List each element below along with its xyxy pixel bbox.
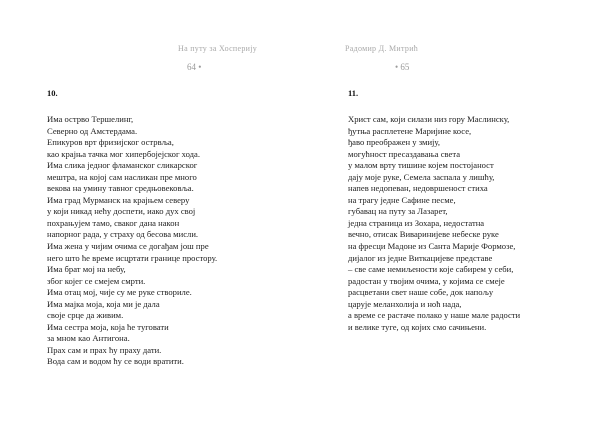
poem-line: царује меланхолија и ноћ нада, — [348, 298, 462, 309]
poem-line: Има мајка моја, која ми је дала — [47, 298, 160, 309]
poem-line: Има град Мурманск на крајњем северу — [47, 194, 190, 205]
poem-line: дијалог из једне Виткацијеве представе — [348, 252, 493, 263]
right-poem-number: 11. — [348, 88, 359, 98]
left-page-number: 64 • — [187, 62, 202, 72]
poem-line: напев недопеван, недовршеност стиха — [348, 183, 488, 194]
poem-line: Епикуров врт фризијског острвља, — [47, 137, 174, 148]
poem-line: Христ сам, који силази низ гору Маслинску, — [348, 114, 510, 124]
left-running-head: На путу за Хосперију — [178, 44, 258, 53]
poem-line: као крајња тачка мог хипербојејског хода. — [47, 148, 200, 159]
poem-line: радостан у твојим очима, у којима се смеје — [348, 275, 505, 286]
poem-line: на фресци Мадоне из Санта Марије Формозе, — [348, 241, 516, 252]
poem-line: Северно од Амстердама. — [47, 125, 138, 136]
poem-line: Вода сам и водом ћу се води вратити. — [47, 356, 184, 367]
poem-line: губавац на путу за Лазарет, — [348, 206, 448, 217]
poem-line: похрањујем тамо, сваког дана након — [47, 217, 180, 228]
poem-line: на трагу једне Сафине песме, — [348, 194, 456, 205]
poem-line: у који никад нећу доспети, иако дух свој — [47, 206, 196, 217]
poem-line: Има жена у чијим очима се догађам још пре — [47, 241, 209, 252]
poem-line: Има слика једног фламанског сликарског — [47, 160, 198, 171]
poem-line: напорног рада, у страху од бесова мисли. — [47, 229, 199, 240]
poem-line: дају моје руке, Семела заспала у лишћу, — [348, 171, 495, 182]
poem-line: своје срце да живим. — [47, 310, 124, 321]
poem-line: Има брат мој на небу, — [47, 264, 126, 275]
poem-line: мештра, на којој сам насликан пре много — [47, 171, 197, 182]
poem-line: а време се растаче полако у наше мале радости — [348, 310, 521, 321]
poem-line: векова на умину тавног средњовековља. — [47, 183, 194, 194]
poem-line: и велике туге, од којих смо сачињени. — [348, 321, 487, 332]
poem-line: – све саме немиљености које сабирем у себи, — [348, 264, 514, 275]
poem-line: једна страница из Зохара, недостатна — [348, 217, 485, 228]
poem-line: могућност пресаздавања света — [348, 148, 461, 159]
poem-line: Има отац мој, чије су ме руке створиле. — [47, 287, 192, 298]
poem-line: Прах сам и прах ћу праху дати. — [47, 344, 162, 355]
poem-line: за мном као Антигона. — [47, 333, 130, 344]
poem-line: у малом врту тишине којем постојаност — [348, 160, 494, 171]
poem-line: ђаво преображен у змију, — [348, 137, 441, 148]
poem-line: ђутња расплетене Маријине косе, — [348, 125, 472, 136]
poem-line: Има острво Тершелинг, — [47, 114, 134, 124]
poem-line: него што ће време исцртати границе простору. — [47, 252, 218, 263]
left-poem-number: 10. — [47, 88, 58, 98]
right-page-number: • 65 — [395, 62, 410, 72]
left-poem-body — [47, 114, 217, 368]
right-poem-body — [348, 114, 520, 333]
poem-line: Има сестра моја, која ће туговати — [47, 321, 169, 332]
right-page — [300, 0, 600, 443]
poem-line: због којег се смејем смрти. — [47, 275, 146, 286]
poem-line: расцветани свет наше собе, док напољу — [348, 287, 494, 298]
right-running-head: Радомир Д. Митрић — [345, 44, 419, 53]
poem-line: вечно, отисак Виваринијеве небеске руке — [348, 229, 499, 240]
